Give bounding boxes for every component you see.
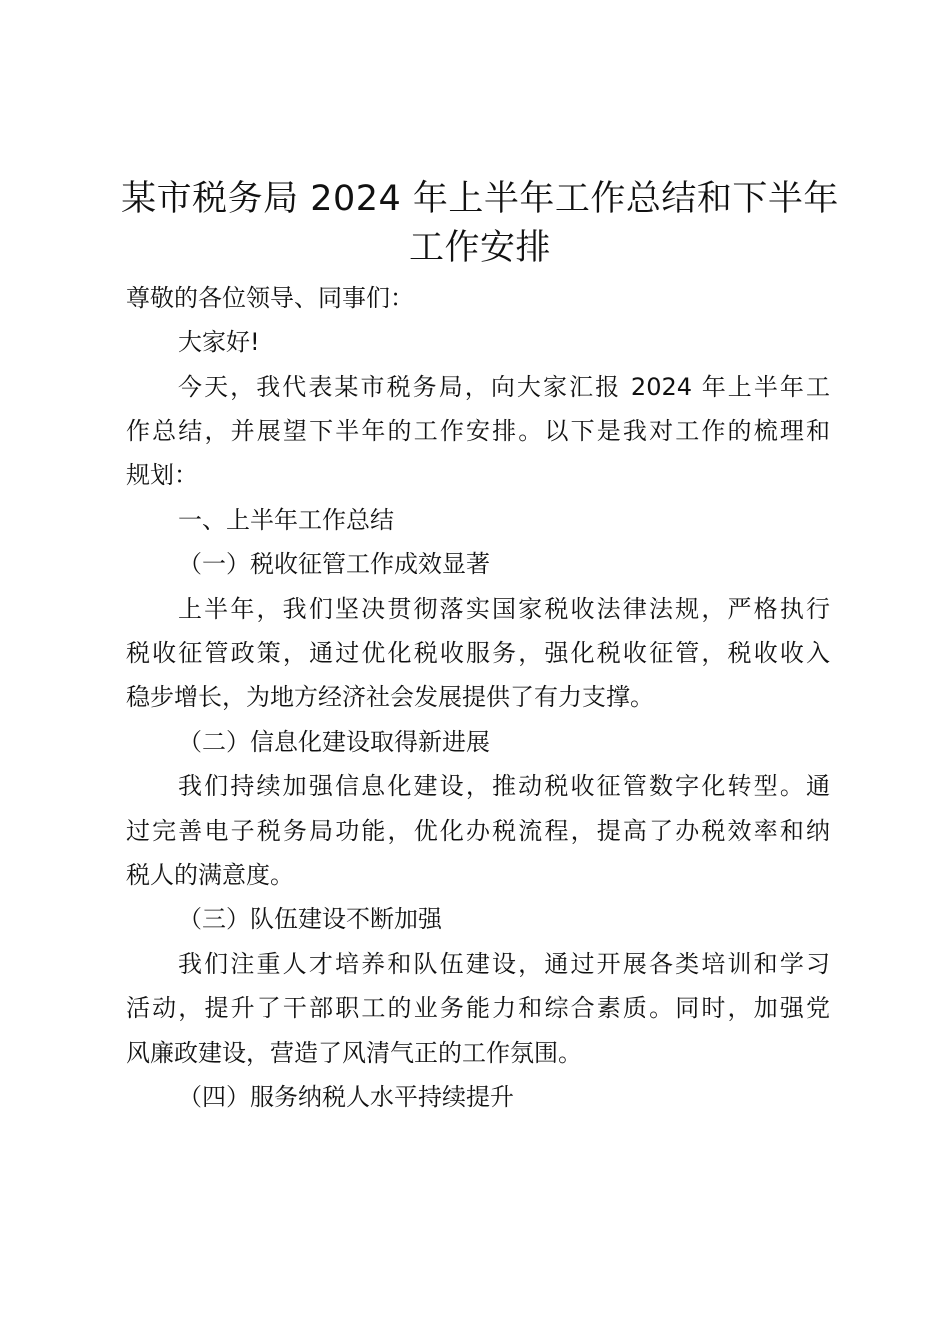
subsection-heading-2: （二）信息化建设取得新进展	[178, 728, 490, 756]
paragraph-1-line-2: 税收征管政策，通过优化税收服务，强化税收征管，税收收入	[126, 639, 830, 667]
subsection-heading-1: （一）税收征管工作成效显著	[178, 550, 490, 578]
greeting: 大家好!	[178, 328, 260, 356]
paragraph-3-line-3: 风廉政建设，营造了风清气正的工作氛围。	[126, 1039, 582, 1067]
document-title-line-1: 某市税务局 2024 年上半年工作总结和下半年	[121, 179, 839, 219]
paragraph-3-line-2: 活动，提升了干部职工的业务能力和综合素质。同时，加强党	[126, 994, 830, 1022]
paragraph-1-line-3: 稳步增长，为地方经济社会发展提供了有力支撑。	[126, 683, 654, 711]
document-title-line-2: 工作安排	[408, 228, 551, 268]
paragraph-2-line-2: 过完善电子税务局功能，优化办税流程，提高了办税效率和纳	[126, 817, 830, 845]
intro-line-3: 规划：	[126, 461, 198, 489]
subsection-heading-3: （三）队伍建设不断加强	[178, 905, 442, 933]
paragraph-1-line-1: 上半年，我们坚决贯彻落实国家税收法律法规，严格执行	[178, 595, 830, 623]
subsection-heading-4: （四）服务纳税人水平持续提升	[178, 1083, 514, 1111]
paragraph-3-line-1: 我们注重人才培养和队伍建设，通过开展各类培训和学习	[178, 950, 830, 978]
intro-line-1: 今天，我代表某市税务局，向大家汇报 2024 年上半年工	[178, 373, 830, 401]
section-heading: 一、上半年工作总结	[178, 506, 394, 534]
intro-line-2: 作总结，并展望下半年的工作安排。以下是我对工作的梳理和	[126, 417, 830, 445]
paragraph-2-line-3: 税人的满意度。	[126, 861, 294, 889]
paragraph-2-line-1: 我们持续加强信息化建设，推动税收征管数字化转型。通	[178, 772, 830, 800]
salutation: 尊敬的各位领导、同事们：	[126, 284, 414, 312]
